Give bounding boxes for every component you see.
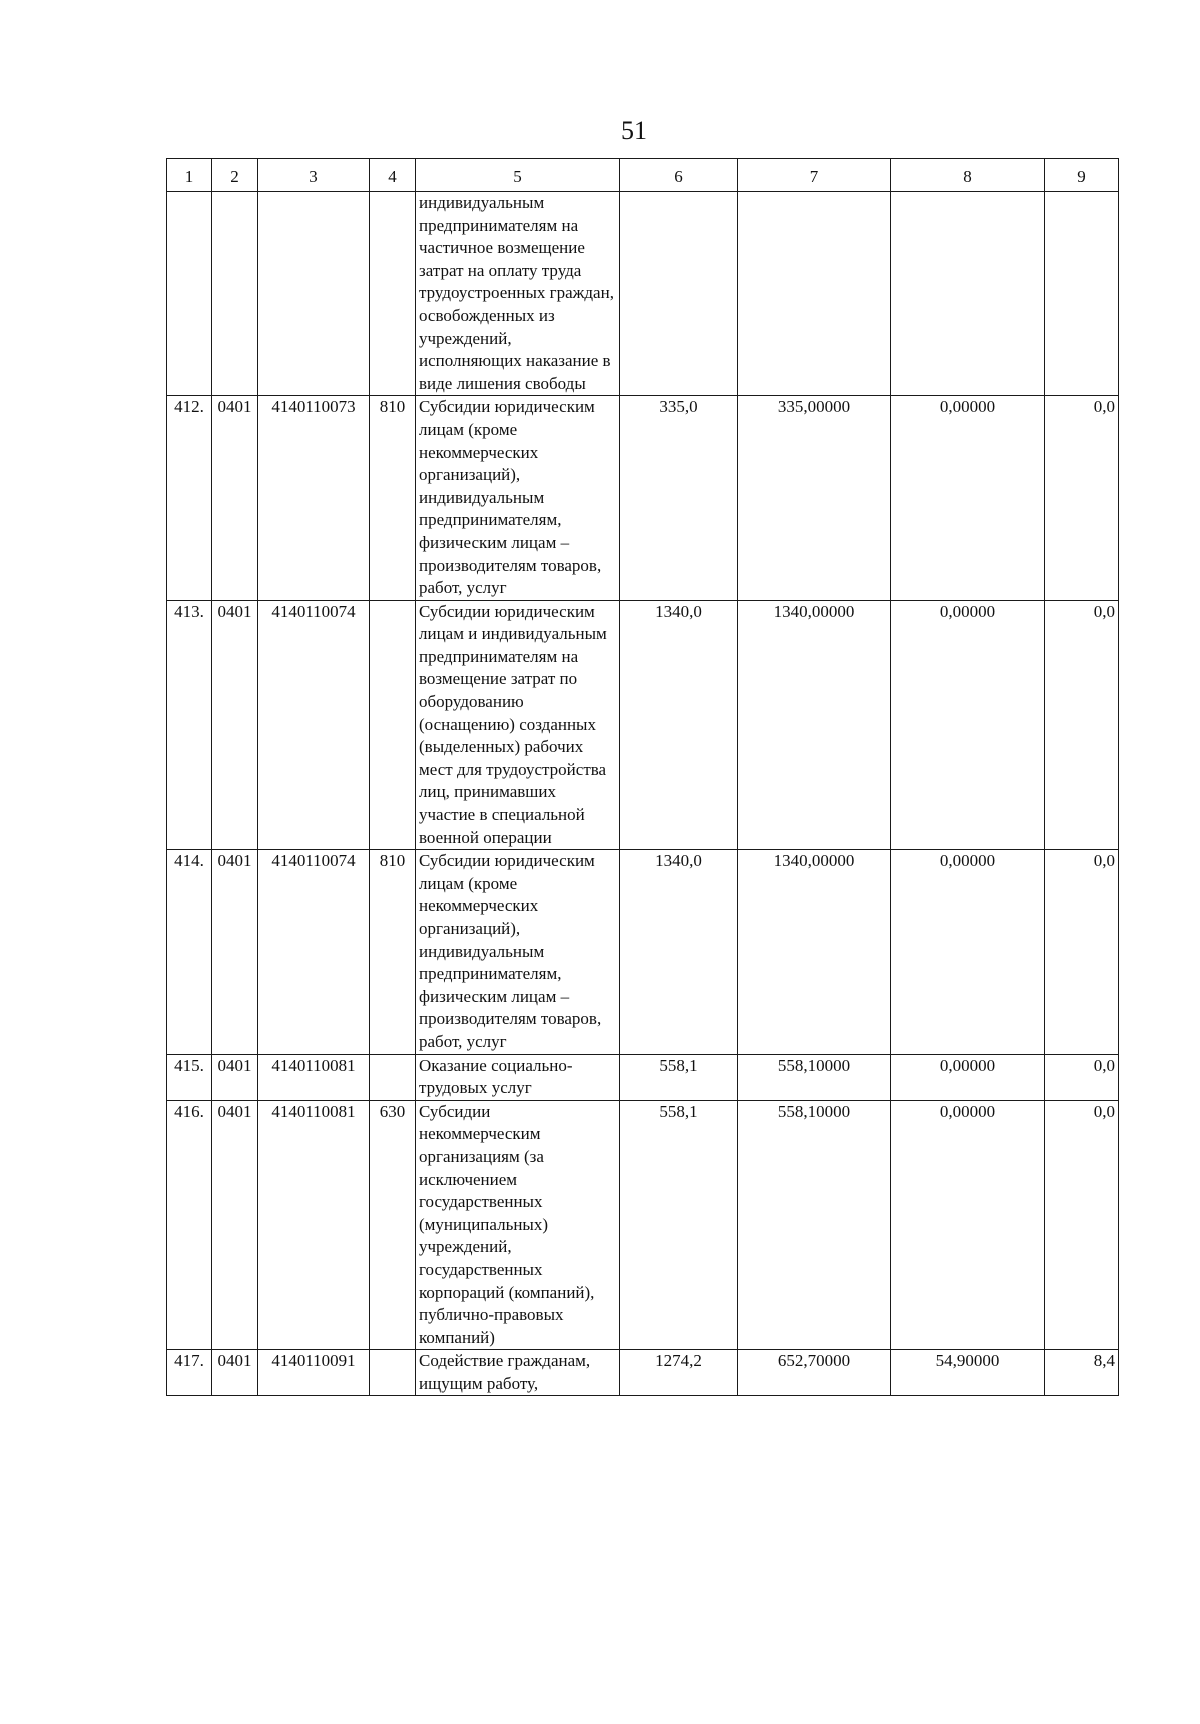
description: Субсидии юридическим лицам и индивидуальным предпринимателям на возмещение затрат по оборудованию (оснащению) созданных (выделенных) рабочих мест для трудоустройства лиц, принимавших участие в специальной военной операции <box>416 600 620 850</box>
target-article: 4140110091 <box>258 1350 370 1396</box>
expense-type: 810 <box>370 396 416 600</box>
description: Оказание социально-трудовых услуг <box>416 1054 620 1100</box>
section-code: 0401 <box>212 1350 258 1396</box>
plan-amount: 1340,0 <box>620 850 738 1054</box>
executed-amount: 1340,00000 <box>738 850 891 1054</box>
plan-amount: 1340,0 <box>620 600 738 850</box>
expense-type <box>370 1350 416 1396</box>
percent-value: 0,0 <box>1045 850 1119 1054</box>
percent-value: 0,0 <box>1045 600 1119 850</box>
description: Субсидии юридическим лицам (кроме некоммерческих организаций), индивидуальным предпринимателям, физическим лицам – производителям товаров, работ, услуг <box>416 396 620 600</box>
expense-type: 810 <box>370 850 416 1054</box>
header-col-4: 4 <box>370 159 416 192</box>
header-col-7: 7 <box>738 159 891 192</box>
percent-value: 8,4 <box>1045 1350 1119 1396</box>
target-article: 4140110081 <box>258 1054 370 1100</box>
executed-amount: 558,10000 <box>738 1054 891 1100</box>
table-row <box>167 396 1119 600</box>
remainder-amount: 0,00000 <box>891 396 1045 600</box>
header-col-8: 8 <box>891 159 1045 192</box>
header-col-1: 1 <box>167 159 212 192</box>
row-number: 412. <box>167 396 212 600</box>
section-code: 0401 <box>212 600 258 850</box>
target-article: 4140110081 <box>258 1100 370 1350</box>
percent-value <box>1045 192 1119 396</box>
plan-amount: 558,1 <box>620 1054 738 1100</box>
page-number: 51 <box>621 116 647 145</box>
description: Содействие гражданам, ищущим работу, <box>416 1350 620 1396</box>
row-number: 417. <box>167 1350 212 1396</box>
remainder-amount: 0,00000 <box>891 850 1045 1054</box>
header-col-9: 9 <box>1045 159 1119 192</box>
target-article: 4140110074 <box>258 600 370 850</box>
executed-amount: 652,70000 <box>738 1350 891 1396</box>
table-row <box>167 1350 1119 1396</box>
plan-amount: 1274,2 <box>620 1350 738 1396</box>
description: индивидуальным предпринимателям на частичное возмещение затрат на оплату труда трудоустроенных граждан, освобожденных из учреждений, исполняющих наказание в виде лишения свободы <box>416 192 620 396</box>
section-code: 0401 <box>212 1100 258 1350</box>
header-col-6: 6 <box>620 159 738 192</box>
executed-amount: 335,00000 <box>738 396 891 600</box>
row-number: 413. <box>167 600 212 850</box>
expense-type: 630 <box>370 1100 416 1350</box>
description: Субсидии юридическим лицам (кроме некоммерческих организаций), индивидуальным предпринимателям, физическим лицам – производителям товаров, работ, услуг <box>416 850 620 1054</box>
plan-amount: 335,0 <box>620 396 738 600</box>
section-code: 0401 <box>212 850 258 1054</box>
expense-type <box>370 192 416 396</box>
row-number: 416. <box>167 1100 212 1350</box>
header-col-3: 3 <box>258 159 370 192</box>
section-code <box>212 192 258 396</box>
remainder-amount <box>891 192 1045 396</box>
table-row <box>167 600 1119 850</box>
table-row <box>167 192 1119 396</box>
table-row <box>167 850 1119 1054</box>
header-col-5: 5 <box>416 159 620 192</box>
budget-table <box>166 158 1119 1396</box>
target-article: 4140110074 <box>258 850 370 1054</box>
remainder-amount: 54,90000 <box>891 1350 1045 1396</box>
executed-amount: 1340,00000 <box>738 600 891 850</box>
executed-amount: 558,10000 <box>738 1100 891 1350</box>
target-article <box>258 192 370 396</box>
header-row <box>167 159 1119 192</box>
table-row <box>167 1054 1119 1100</box>
description: Субсидии некоммерческим организациям (за исключением государственных (муниципальных) учреждений, государственных корпораций (компаний), публично-правовых компаний) <box>416 1100 620 1350</box>
plan-amount: 558,1 <box>620 1100 738 1350</box>
percent-value: 0,0 <box>1045 396 1119 600</box>
expense-type <box>370 1054 416 1100</box>
row-number: 415. <box>167 1054 212 1100</box>
target-article: 4140110073 <box>258 396 370 600</box>
row-number <box>167 192 212 396</box>
table-row <box>167 1100 1119 1350</box>
section-code: 0401 <box>212 396 258 600</box>
header-col-2: 2 <box>212 159 258 192</box>
row-number: 414. <box>167 850 212 1054</box>
executed-amount <box>738 192 891 396</box>
remainder-amount: 0,00000 <box>891 1100 1045 1350</box>
percent-value: 0,0 <box>1045 1100 1119 1350</box>
plan-amount <box>620 192 738 396</box>
remainder-amount: 0,00000 <box>891 1054 1045 1100</box>
percent-value: 0,0 <box>1045 1054 1119 1100</box>
section-code: 0401 <box>212 1054 258 1100</box>
remainder-amount: 0,00000 <box>891 600 1045 850</box>
expense-type <box>370 600 416 850</box>
